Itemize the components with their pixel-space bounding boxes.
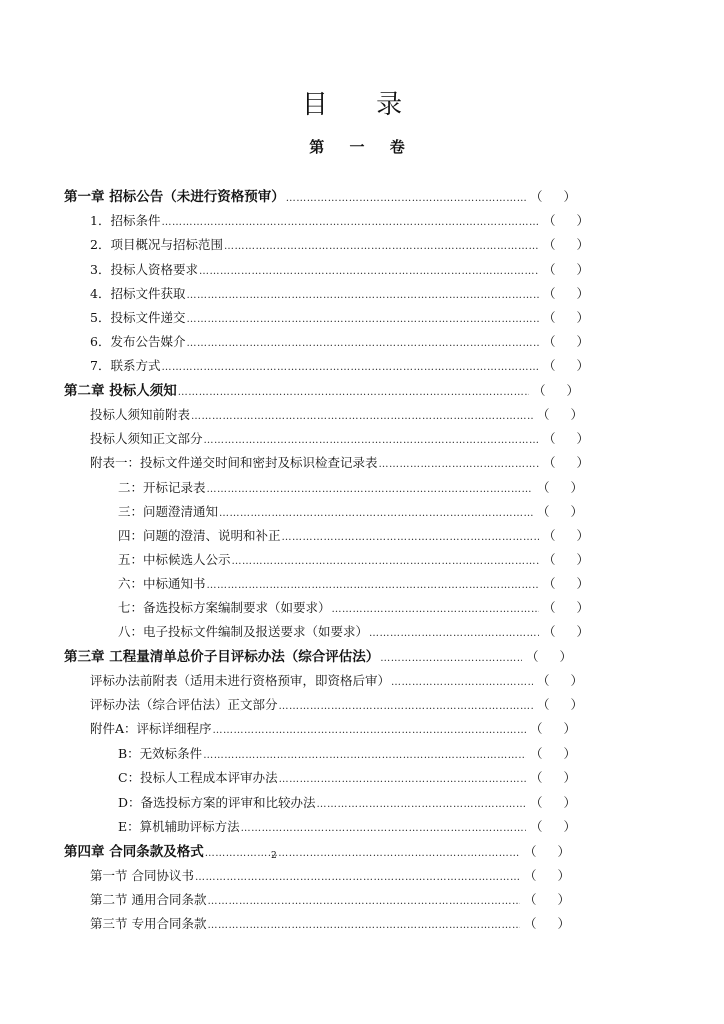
toc-page-placeholder [524, 889, 570, 911]
toc-dot-leader [232, 551, 539, 573]
toc-entry[interactable] [90, 210, 589, 232]
open-paren: （ [524, 892, 537, 907]
toc-page-placeholder [537, 501, 583, 523]
open-paren: （ [537, 504, 550, 519]
close-paren: ） [563, 721, 576, 736]
toc-entry[interactable] [118, 792, 576, 814]
toc-entry-title: 4．招标文件获取 [90, 286, 186, 301]
toc-page-placeholder [530, 186, 576, 208]
toc-page-placeholder [543, 259, 589, 281]
open-paren: （ [537, 697, 550, 712]
open-paren: （ [530, 189, 543, 204]
close-paren: ） [576, 237, 589, 252]
toc-entry-title: 第三章 工程量清单总价子目评标办法（综合评估法） [64, 649, 380, 665]
toc-entry[interactable] [90, 259, 589, 281]
toc-entry-title: D：备选投标方案的评审和比较办法 [118, 795, 316, 810]
toc-dot-leader [205, 843, 520, 865]
close-paren: ） [570, 504, 583, 519]
toc-page-placeholder [524, 913, 570, 935]
page-title: 目 录 [301, 90, 423, 120]
toc-chapter-entry[interactable] [64, 841, 570, 863]
toc-entry[interactable] [118, 621, 589, 643]
toc-entry-title: 评标办法（综合评估法）正文部分 [90, 697, 278, 712]
toc-page-placeholder [537, 404, 583, 426]
toc-page-placeholder [543, 452, 589, 474]
toc-entry[interactable] [118, 816, 576, 838]
toc-chapter-entry[interactable] [64, 186, 576, 208]
close-paren: ） [576, 455, 589, 470]
toc-entry-title: 2．项目概况与招标范围 [90, 237, 223, 252]
toc-dot-leader [199, 261, 539, 283]
toc-page-placeholder [543, 621, 589, 643]
toc-entry-title: 七：备选投标方案编制要求（如要求） [118, 600, 331, 615]
toc-entry-title: 7．联系方式 [90, 358, 161, 373]
close-paren: ） [576, 600, 589, 615]
close-paren: ） [576, 310, 589, 325]
open-paren: （ [526, 649, 539, 664]
toc-dot-leader [207, 575, 539, 597]
toc-entry-title: 3．投标人资格要求 [90, 262, 198, 277]
toc-entry[interactable] [90, 452, 589, 474]
toc-entry[interactable] [90, 670, 583, 692]
toc-page-placeholder [543, 210, 589, 232]
open-paren: （ [530, 746, 543, 761]
toc-dot-leader [279, 769, 526, 791]
close-paren: ） [570, 407, 583, 422]
close-paren: ） [570, 480, 583, 495]
toc-dot-leader [195, 867, 520, 889]
volume-heading: 第 一 卷 [309, 138, 415, 156]
toc-dot-leader [219, 503, 533, 525]
close-paren: ） [557, 844, 570, 859]
toc-entry-title: 三：问题澄清通知 [118, 504, 219, 519]
toc-dot-leader [204, 430, 539, 452]
toc-dot-leader [161, 212, 539, 234]
toc-entry-title: 八：电子投标文件编制及报送要求（如要求） [118, 624, 369, 639]
toc-entry-title: 二：开标记录表 [118, 480, 206, 495]
close-paren: ） [566, 383, 579, 398]
toc-page-placeholder [543, 597, 589, 619]
toc-page-placeholder [543, 428, 589, 450]
close-paren: ） [576, 262, 589, 277]
open-paren: （ [543, 262, 556, 277]
toc-page-placeholder [524, 865, 570, 887]
toc-entry-title: E：算机辅助评标方法 [118, 819, 240, 834]
open-paren: （ [543, 528, 556, 543]
toc-page-placeholder [530, 792, 576, 814]
close-paren: ） [563, 189, 576, 204]
close-paren: ） [576, 528, 589, 543]
toc-chapter-entry[interactable] [64, 380, 579, 402]
toc-page-placeholder [530, 718, 576, 740]
toc-entry-title: 6．发布公告媒介 [90, 334, 186, 349]
toc-page-placeholder [533, 380, 579, 402]
toc-entry[interactable] [90, 718, 576, 740]
toc-entry[interactable] [118, 767, 576, 789]
toc-entry[interactable] [90, 307, 589, 329]
close-paren: ） [576, 624, 589, 639]
toc-entry-title: C：投标人工程成本评审办法 [118, 770, 278, 785]
toc-entry-title: 第三节 专用合同条款 [90, 916, 207, 931]
toc-dot-leader [191, 406, 533, 428]
toc-entry[interactable] [90, 913, 570, 935]
open-paren: （ [537, 407, 550, 422]
open-paren: （ [543, 455, 556, 470]
open-paren: （ [543, 237, 556, 252]
toc-entry-title: 五：中标候选人公示 [118, 552, 231, 567]
open-paren: （ [524, 916, 537, 931]
toc-dot-leader [207, 479, 533, 501]
close-paren: ） [557, 892, 570, 907]
toc-entry[interactable] [90, 694, 583, 716]
toc-page-placeholder [543, 234, 589, 256]
toc-page-placeholder [543, 331, 589, 353]
toc-entry[interactable] [90, 428, 589, 450]
close-paren: ） [576, 334, 589, 349]
toc-entry[interactable] [90, 283, 589, 305]
toc-entry-title: 投标人须知正文部分 [90, 431, 203, 446]
open-paren: （ [524, 868, 537, 883]
toc-entry-title: 投标人须知前附表 [90, 407, 191, 422]
open-paren: （ [530, 770, 543, 785]
close-paren: ） [563, 770, 576, 785]
page-number: 2 [271, 851, 277, 861]
toc-dot-leader [332, 599, 539, 621]
open-paren: （ [543, 600, 556, 615]
toc-entry-title: 评标办法前附表（适用未进行资格预审，即资格后审） [90, 673, 391, 688]
toc-dot-leader [207, 891, 520, 913]
toc-entry[interactable] [118, 477, 583, 499]
toc-page-placeholder [526, 646, 572, 668]
toc-dot-leader [241, 818, 526, 840]
open-paren: （ [530, 795, 543, 810]
toc-entry-title: 第四章 合同条款及格式 [64, 844, 204, 860]
toc-entry[interactable] [90, 404, 583, 426]
toc-entry[interactable] [90, 331, 589, 353]
toc-dot-leader [380, 648, 522, 670]
toc-entry[interactable] [118, 525, 589, 547]
open-paren: （ [543, 552, 556, 567]
close-paren: ） [576, 286, 589, 301]
toc-entry[interactable] [90, 355, 589, 377]
open-paren: （ [524, 844, 537, 859]
toc-dot-leader [286, 188, 526, 210]
close-paren: ） [570, 673, 583, 688]
open-paren: （ [533, 383, 546, 398]
toc-entry[interactable] [90, 889, 570, 911]
close-paren: ） [563, 746, 576, 761]
toc-page-placeholder [537, 694, 583, 716]
toc-chapter-entry[interactable] [64, 646, 572, 668]
toc-entry-title: 四：问题的澄清、说明和补正 [118, 528, 281, 543]
toc-dot-leader [161, 357, 539, 379]
open-paren: （ [530, 721, 543, 736]
toc-entry[interactable] [118, 573, 589, 595]
toc-entry[interactable] [90, 865, 570, 887]
close-paren: ） [559, 649, 572, 664]
toc-dot-leader [379, 454, 539, 476]
toc-page-placeholder [537, 670, 583, 692]
close-paren: ） [570, 697, 583, 712]
toc-dot-leader [203, 745, 526, 767]
close-paren: ） [576, 431, 589, 446]
toc-entry[interactable] [90, 234, 589, 256]
close-paren: ） [576, 213, 589, 228]
open-paren: （ [530, 819, 543, 834]
toc-dot-leader [213, 720, 526, 742]
toc-entry-title: 附件A：评标详细程序 [90, 721, 212, 736]
toc-entry-title: 第一节 合同协议书 [90, 868, 194, 883]
open-paren: （ [543, 310, 556, 325]
toc-dot-leader [186, 309, 539, 331]
open-paren: （ [543, 213, 556, 228]
close-paren: ） [576, 576, 589, 591]
toc-page-placeholder [530, 816, 576, 838]
close-paren: ） [576, 358, 589, 373]
toc-dot-leader [391, 672, 533, 694]
toc-entry-title: 第二章 投标人须知 [64, 383, 177, 399]
open-paren: （ [543, 286, 556, 301]
toc-entry[interactable] [118, 549, 589, 571]
open-paren: （ [543, 431, 556, 446]
toc-dot-leader [186, 333, 539, 355]
close-paren: ） [557, 916, 570, 931]
open-paren: （ [543, 624, 556, 639]
toc-page-placeholder [530, 767, 576, 789]
toc-page-placeholder [524, 841, 570, 863]
toc-page-placeholder [543, 525, 589, 547]
toc-page-placeholder [543, 573, 589, 595]
toc-dot-leader [207, 915, 520, 937]
toc-dot-leader [279, 696, 533, 718]
open-paren: （ [537, 673, 550, 688]
open-paren: （ [543, 576, 556, 591]
toc-dot-leader [224, 236, 539, 258]
toc-entry[interactable] [118, 743, 576, 765]
toc-entry-title: 5．投标文件递交 [90, 310, 186, 325]
toc-page-placeholder [543, 549, 589, 571]
toc-dot-leader [282, 527, 539, 549]
toc-entry-title: 第二节 通用合同条款 [90, 892, 207, 907]
toc-entry-title: B：无效标条件 [118, 746, 203, 761]
open-paren: （ [537, 480, 550, 495]
toc-entry[interactable] [118, 597, 589, 619]
close-paren: ） [563, 795, 576, 810]
toc-page-placeholder [543, 283, 589, 305]
close-paren: ） [557, 868, 570, 883]
open-paren: （ [543, 358, 556, 373]
toc-dot-leader [369, 623, 539, 645]
toc-entry[interactable] [118, 501, 583, 523]
toc-page-placeholder [543, 307, 589, 329]
toc-dot-leader [317, 794, 526, 816]
toc-page-placeholder [537, 477, 583, 499]
toc-dot-leader [178, 382, 529, 404]
toc-page-placeholder [530, 743, 576, 765]
toc-entry-title: 附表一：投标文件递交时间和密封及标识检查记录表 [90, 455, 378, 470]
close-paren: ） [576, 552, 589, 567]
toc-entry-title: 第一章 招标公告（未进行资格预审） [64, 189, 285, 205]
open-paren: （ [543, 334, 556, 349]
toc-entry-title: 1．招标条件 [90, 213, 161, 228]
toc-entry-title: 六：中标通知书 [118, 576, 206, 591]
toc-dot-leader [186, 285, 539, 307]
close-paren: ） [563, 819, 576, 834]
toc-page-placeholder [543, 355, 589, 377]
